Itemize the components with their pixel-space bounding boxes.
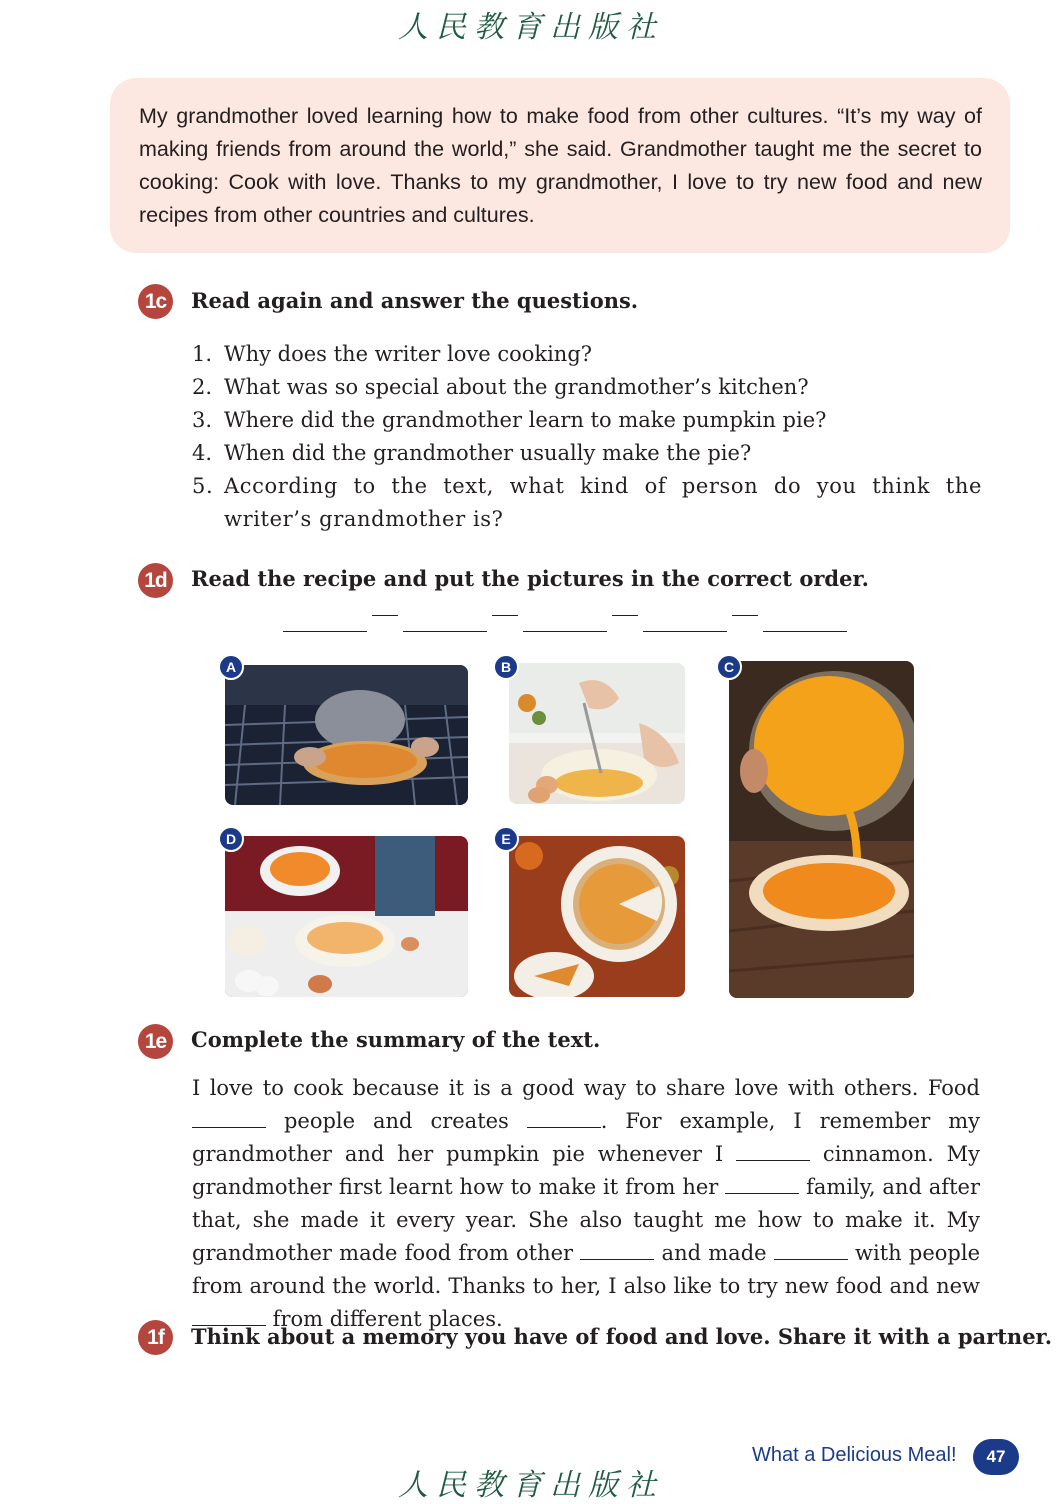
picture-label-d: D xyxy=(218,826,244,852)
picture-label-e: E xyxy=(493,826,519,852)
summary-blank[interactable] xyxy=(736,1142,810,1161)
picture-label-a: A xyxy=(218,654,244,680)
question-number: 1. xyxy=(192,342,213,366)
question-text: Where did the grandmother learn to make pumpkin pie? xyxy=(224,408,827,432)
summary-part: and made xyxy=(654,1241,774,1265)
pie-in-oven-photo-icon xyxy=(225,665,468,805)
order-dash xyxy=(732,615,758,616)
picture-order-answer-line xyxy=(283,600,847,632)
question-list xyxy=(192,338,982,536)
publisher-logo-bottom: 人民教育出版社 xyxy=(398,1468,664,1503)
finished-pie-photo-icon xyxy=(509,836,685,997)
question-item xyxy=(192,437,982,470)
section-badge-1e: 1e xyxy=(138,1024,173,1059)
picture-d-mixing-pumpkin xyxy=(225,836,468,997)
question-item xyxy=(192,338,982,371)
reading-excerpt-box xyxy=(110,78,1010,253)
instruction-1c: Read again and answer the questions. xyxy=(191,288,639,313)
order-blank[interactable] xyxy=(283,603,367,632)
order-blank[interactable] xyxy=(763,603,847,632)
question-item xyxy=(192,470,982,536)
order-blank[interactable] xyxy=(523,603,607,632)
reading-paragraph: My grandmother loved learning how to make food from other cultures. “It’s my way of making friends from around the world,” she said. Grandmother taught me the secret to cooking: Cook with love. Thanks to my grandmother, I love to try new food and new recipes from other countries and cultures. xyxy=(139,104,982,227)
summary-part: cinnamon. My grandmother first learnt how to make it from her xyxy=(192,1142,980,1199)
question-number: 4. xyxy=(192,441,213,465)
summary-text xyxy=(192,1072,980,1336)
picture-e-finished-pie xyxy=(509,836,685,997)
instruction-1d: Read the recipe and put the pictures in the correct order. xyxy=(191,566,869,591)
question-number: 3. xyxy=(192,408,213,432)
picture-b-whisking-eggs xyxy=(509,663,685,804)
instruction-1e: Complete the summary of the text. xyxy=(191,1027,601,1052)
summary-blank[interactable] xyxy=(192,1109,266,1128)
question-item xyxy=(192,371,982,404)
summary-part: I love to cook because it is a good way to share love with others. Food xyxy=(192,1076,980,1100)
question-text: According to the text, what kind of person do you think the writer’s grandmother is? xyxy=(224,474,982,531)
section-badge-1d: 1d xyxy=(138,563,173,598)
summary-part: . For example, I remember my grandmother and her pumpkin pie whenever I xyxy=(192,1109,981,1166)
picture-c-pouring-filling xyxy=(729,661,914,998)
order-dash xyxy=(492,615,518,616)
mixing-pumpkin-photo-icon xyxy=(225,836,468,997)
summary-part: people and creates xyxy=(266,1109,527,1133)
pouring-filling-photo-icon xyxy=(729,661,914,998)
order-blank[interactable] xyxy=(403,603,487,632)
question-number: 2. xyxy=(192,375,213,399)
section-badge-1f: 1f xyxy=(138,1320,173,1355)
question-text: What was so special about the grandmother’s kitchen? xyxy=(224,375,809,399)
order-dash xyxy=(372,615,398,616)
question-text: Why does the writer love cooking? xyxy=(224,342,593,366)
summary-blank[interactable] xyxy=(527,1109,601,1128)
summary-part: from different places. xyxy=(266,1307,503,1331)
instruction-1f: Think about a memory you have of food and love. Share it with a partner. xyxy=(191,1324,1052,1349)
order-blank[interactable] xyxy=(643,603,727,632)
summary-blank[interactable] xyxy=(725,1175,799,1194)
picture-label-c: C xyxy=(716,654,742,680)
question-text: When did the grandmother usually make the pie? xyxy=(224,441,752,465)
summary-blank[interactable] xyxy=(580,1241,654,1260)
page-number-badge: 47 xyxy=(973,1439,1019,1475)
whisking-eggs-photo-icon xyxy=(509,663,685,804)
picture-label-b: B xyxy=(493,654,519,680)
summary-part: with people from around the world. Thanks to her, I also like to try new food and new xyxy=(192,1241,981,1298)
picture-a-pie-in-oven xyxy=(225,665,468,805)
order-dash xyxy=(612,615,638,616)
unit-title: What a Delicious Meal! xyxy=(752,1444,957,1466)
question-number: 5. xyxy=(192,474,214,498)
summary-part: family, and after that, she made it every year. She also taught me how to make it. My grandmother made food from other xyxy=(192,1175,980,1265)
section-badge-1c: 1c xyxy=(138,284,173,319)
summary-blank[interactable] xyxy=(774,1241,848,1260)
publisher-logo-top: 人民教育出版社 xyxy=(398,10,664,45)
question-item xyxy=(192,404,982,437)
